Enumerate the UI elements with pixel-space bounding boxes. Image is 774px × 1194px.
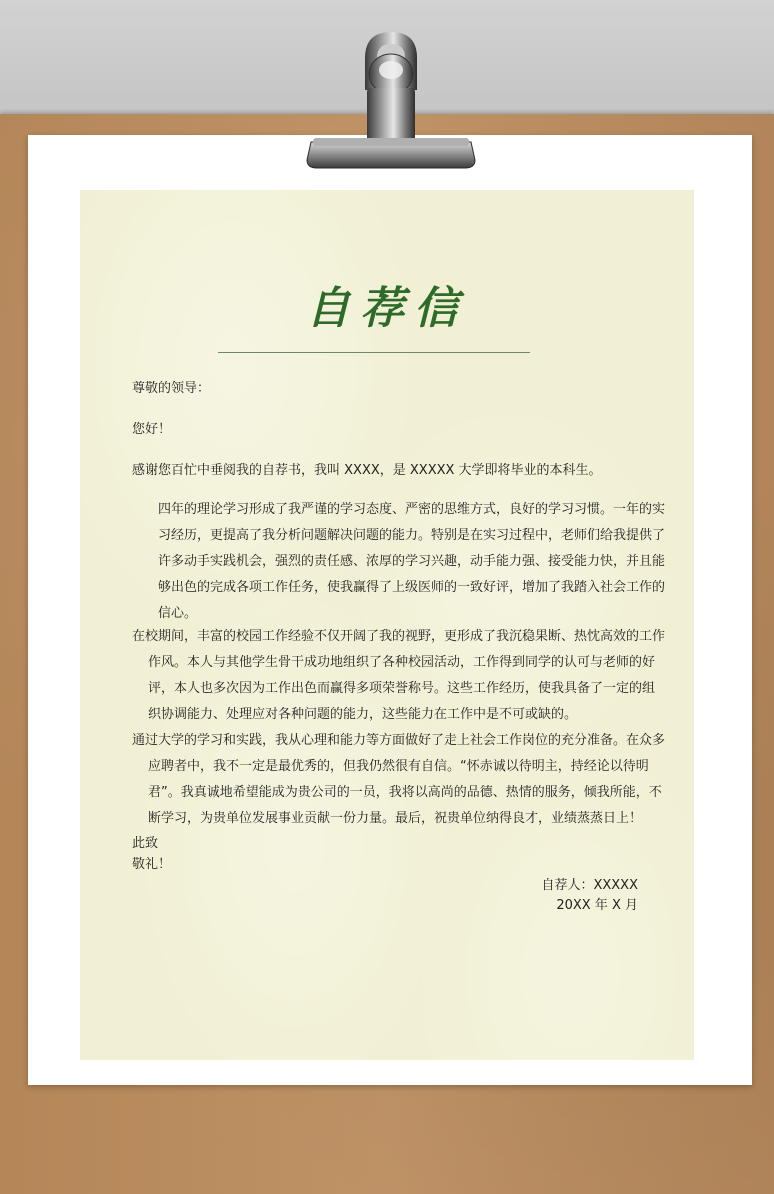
paragraph-1-line: 够出色的完成各项工作任务，使我赢得了上级医师的一致好评，增加了我踏入社会工作的 <box>158 580 666 595</box>
closing-line-2: 敬礼！ <box>132 857 172 872</box>
title-divider <box>218 352 530 353</box>
paragraph-1-line: 信心。 <box>158 606 198 621</box>
letter-title: 自荐信 <box>306 283 468 334</box>
closing-line-1: 此致 <box>132 836 159 851</box>
paragraph-3-line: 通过大学的学习和实践，我从心理和能力等方面做好了走上社会工作岗位的充分准备。在众多 <box>132 733 666 748</box>
date: 20XX 年 X 月 <box>556 898 638 913</box>
binder-clip-icon <box>305 28 477 178</box>
paragraph-2-line: 作风。本人与其他学生骨干成功地组织了各种校园活动，工作得到同学的认可与老师的好 <box>148 655 656 670</box>
salutation: 尊敬的领导： <box>132 381 211 396</box>
intro-sentence: 感谢您百忙中垂阅我的自荐书，我叫 XXXX，是 XXXXX 大学即将毕业的本科生。 <box>132 463 602 478</box>
paragraph-3-line: 应聘者中，我不一定是最优秀的，但我仍然很有自信。“怀赤诚以待明主，持经论以待明 <box>148 759 649 774</box>
paragraph-1-line: 习经历，更提高了我分析问题解决问题的能力。特别是在实习过程中，老师们给我提供了 <box>158 528 666 543</box>
paragraph-2-line: 织协调能力、处理应对各种问题的能力，这些能力在工作中是不可或缺的。 <box>148 707 578 722</box>
paragraph-2 <box>132 624 666 728</box>
signature: 自荐人：XXXXX <box>541 878 638 893</box>
paragraph-1 <box>132 497 666 627</box>
paragraph-3-line: 君”。我真诚地希望能成为贵公司的一员，我将以高尚的品德、热情的服务，倾我所能，不 <box>148 785 662 800</box>
paragraph-1-line: 四年的理论学习形成了我严谨的学习态度、严密的思维方式，良好的学习习惯。一年的实 <box>158 502 666 517</box>
paragraph-2-line: 在校期间，丰富的校园工作经验不仅开阔了我的视野，更形成了我沉稳果断、热忱高效的工作 <box>132 629 666 644</box>
paragraph-2-line: 评，本人也多次因为工作出色而赢得多项荣誉称号。这些工作经历，使我具备了一定的组 <box>148 681 656 696</box>
paragraph-3-line: 断学习，为贵单位发展事业贡献一份力量。最后，祝贵单位纳得良才，业绩蒸蒸日上！ <box>148 811 643 826</box>
paragraph-3 <box>132 728 666 832</box>
greeting: 您好！ <box>132 422 172 437</box>
paragraph-1-line: 许多动手实践机会，强烈的责任感、浓厚的学习兴趣，动手能力强、接受能力快，并且能 <box>158 554 666 569</box>
